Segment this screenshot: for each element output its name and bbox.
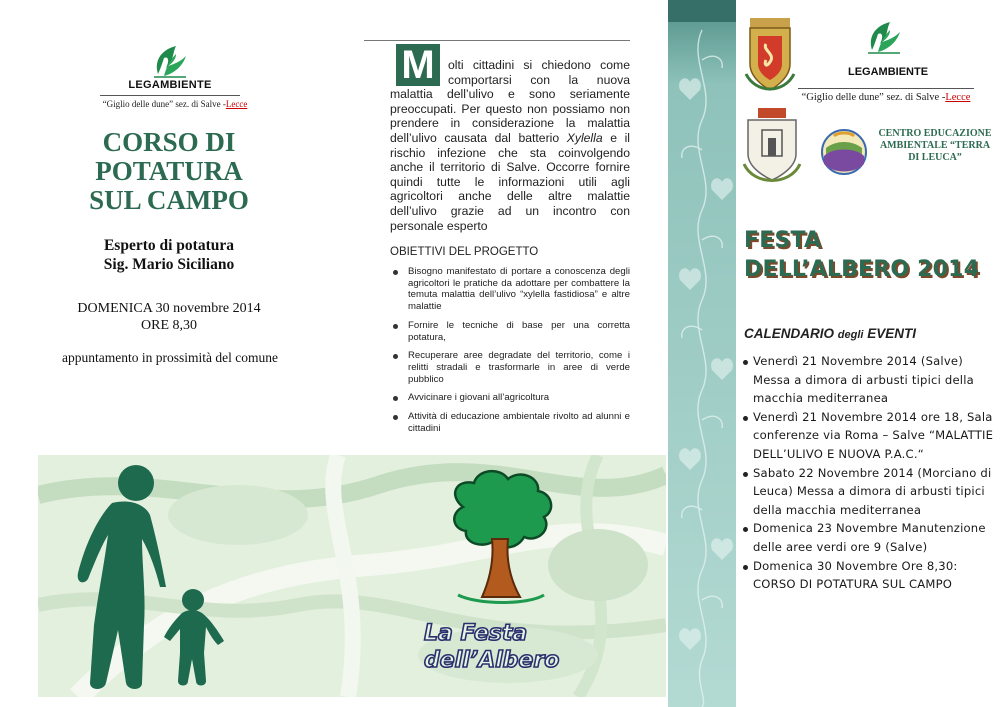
festa-title-line: FESTA (744, 228, 822, 253)
festa-logo-line2: dell’Albero (424, 648, 560, 673)
brand-name: LEGAMBIENTE (128, 79, 212, 91)
course-title-line: SUL CAMPO (89, 185, 249, 215)
section-label (95, 99, 255, 109)
drop-cap: M (396, 44, 440, 86)
expert-name: Sig. Mario Siciliano (103, 256, 235, 273)
event-date (40, 300, 298, 334)
coat-of-arms-icon (746, 18, 794, 90)
list-item: Venerdì 21 Novembre 2014 (Salve) Messa a dimora di arbusti tipici della macchia mediterranea (742, 352, 994, 408)
events-list (742, 352, 994, 594)
section-place: Lecce (225, 99, 248, 109)
list-item: Domenica 23 Novembre Manutenzione delle aree verdi ore 9 (Salve) (742, 519, 994, 556)
list-item: Venerdì 21 Novembre 2014 ore 18, Sala conferenze via Roma – Salve “MALATTIE DELL’ULIVO E NUOVA P.A.C.“ (742, 408, 994, 464)
objectives-list (390, 266, 630, 441)
legambiente-leaf-icon (868, 22, 900, 53)
education-center-name: CENTRO EDUCAZIONE AMBIENTALE “TERRA DI LEUCA” (878, 128, 992, 163)
course-title-line: CORSO DI (102, 127, 236, 157)
calendar-heading-word: degli (837, 329, 864, 341)
brand-divider (798, 88, 974, 89)
floral-pattern (668, 0, 736, 707)
list-item: Sabato 22 Novembre 2014 (Morciano di Leuca) Messa a dimora di arbusti tipici della macchia mediterranea (742, 464, 994, 520)
section-label (798, 92, 974, 103)
time-line: ORE 8,30 (141, 318, 197, 333)
list-item: Fornire le tecniche di base per una corretta potatura, (390, 320, 630, 343)
festa-title (744, 226, 994, 284)
right-panel (736, 0, 1000, 707)
legambiente-logo (100, 44, 240, 91)
section-text: “Giglio delle dune” sez. di Salve - (102, 99, 226, 109)
festa-logo-line1: La Festa (424, 621, 528, 646)
calendar-heading-word: EVENTI (867, 326, 916, 341)
list-item: Avvicinare i giovani all’agricoltura (390, 392, 630, 404)
date-line: DOMENICA 30 novembre 2014 (77, 301, 261, 316)
cea-logo-icon (822, 130, 866, 174)
brand-divider (100, 95, 240, 96)
expert-info (40, 236, 298, 274)
objectives-title: OBIETTIVI DEL PROGETTO (390, 246, 539, 258)
intro-paragraph (390, 58, 630, 233)
list-item: Attività di educazione ambientale rivolto ad alunni e cittadini (390, 411, 630, 434)
intro-italic: Xylella (566, 130, 603, 145)
meeting-point: appuntamento in prossimità del comune (62, 350, 278, 365)
calendar-heading-word: CALENDARIO (744, 326, 834, 341)
decorative-strip (668, 0, 736, 707)
calendar-heading (744, 326, 994, 341)
course-title-line: POTATURA (95, 156, 243, 186)
logo-cluster (736, 14, 1000, 194)
top-divider (364, 40, 630, 41)
intro-text: olti cittadini si chiedono come comportarsi con la nuova malattia dell’ulivo e sono seriamente preoccupati. Per questo non possiamo non prendere in considerazione la malattia dell’ulivo causata dal batterio (390, 58, 630, 145)
course-title (40, 128, 298, 215)
festa-illustration (38, 455, 666, 697)
list-item: Recuperare aree degradate del territorio, come i relitti stradali e trasformarle in aree di verde pubblico (390, 350, 630, 385)
list-item: Domenica 30 Novembre Ore 8,30: CORSO DI POTATURA SUL CAMPO (742, 557, 994, 594)
intro-text-end: e il rischio infezione che sta coinvolgendo anche il territorio di Salve. Occorre fornire quindi tutte le informazioni utili agli agricoltori anche delle altre malattie dell’ulivo grazie ad un incontro con personale esperto (390, 130, 631, 233)
brand-name: LEGAMBIENTE (847, 66, 929, 78)
festa-title-line: DELL’ALBERO 2014 (744, 257, 980, 282)
section-place: Lecce (945, 92, 971, 103)
illustration-graphic (38, 455, 666, 697)
list-item: Bisogno manifestato di portare a conoscenza degli agricoltori le pratiche da adottare per combattere la temuta malattia dell’ulivo “xylella fastidiosa” e altre malattie (390, 266, 630, 313)
coat-of-arms-icon (744, 108, 800, 181)
legambiente-leaf-icon (150, 44, 190, 78)
expert-role: Esperto di potatura (103, 237, 235, 254)
section-text: “Giglio delle dune” sez. di Salve - (801, 92, 946, 103)
